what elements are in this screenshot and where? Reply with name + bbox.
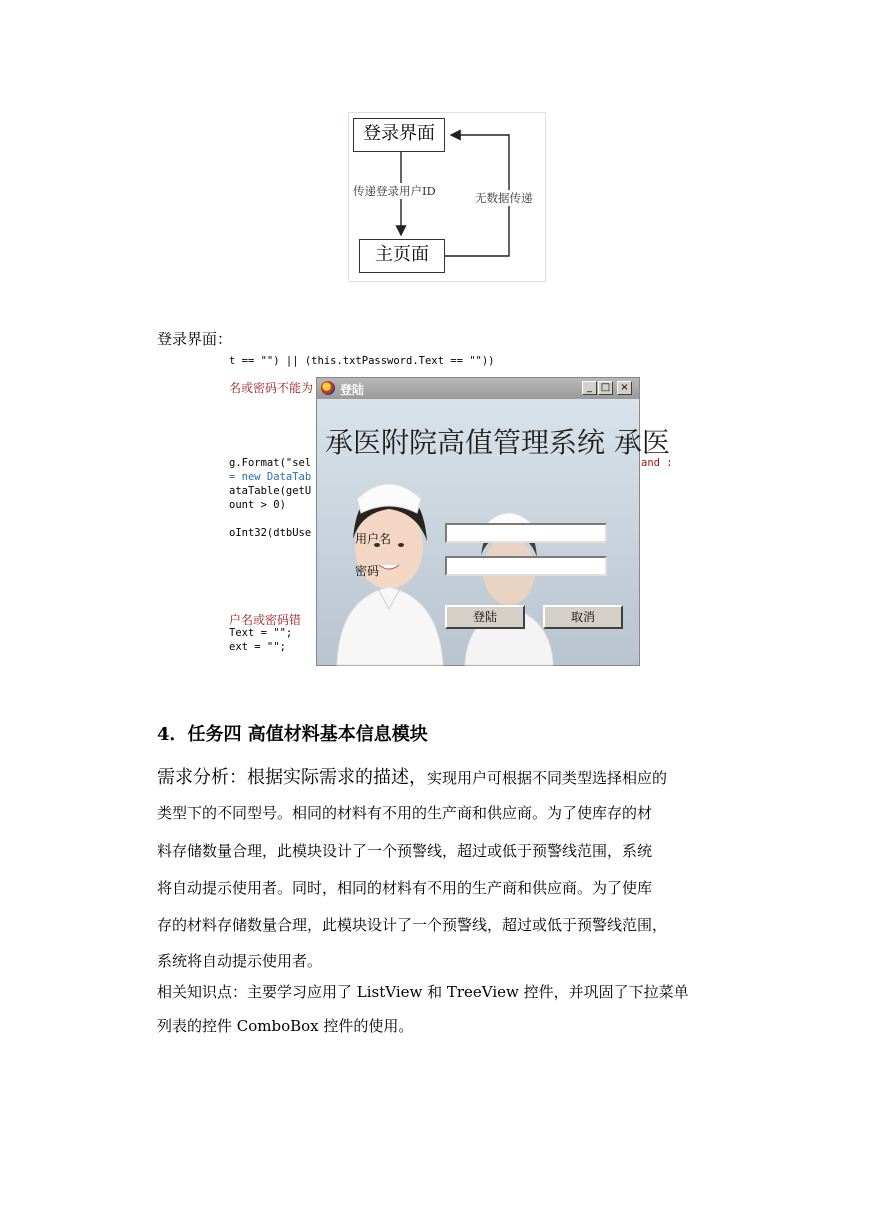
code-line: and : (641, 457, 673, 469)
code-line: 户名或密码错 (229, 613, 302, 627)
requirement-line: 类型下的不同型号。相同的材料有不用的生产商和供应商。为了使库存的材 (157, 804, 653, 822)
main-page-box: 主页面 (359, 239, 445, 273)
close-button[interactable]: × (617, 381, 632, 395)
requirement-line: 存的材料存储数量合理，此模块设计了一个预警线，超过或低于预警线范围， (157, 916, 668, 934)
password-label: 密码 (355, 564, 380, 578)
code-line: Text = ""; (229, 627, 293, 639)
app-icon (321, 381, 335, 395)
dialog-titlebar[interactable] (317, 378, 639, 399)
code-line: ext = ""; (229, 641, 286, 653)
return-arrow-label: 无数据传递 (475, 191, 533, 205)
requirement-line-rest: 实现用户可根据不同类型选择相应的 (427, 769, 668, 787)
minimize-button[interactable]: _ (582, 381, 597, 395)
knowledge-line: 相关知识点：主要学习应用了 ListView 和 TreeView 控件，并巩固了下拉菜单 (157, 983, 689, 1001)
maximize-button[interactable]: □ (598, 381, 613, 395)
requirement-line: 系统将自动提示使用者。 (157, 952, 323, 970)
code-line: oInt32(dtbUse (229, 527, 312, 539)
code-line: ount > 0) (229, 499, 286, 511)
requirement-lead: 需求分析：根据实际需求的描述， (157, 767, 427, 788)
code-line: t == "") || (this.txtPassword.Text == "")) (229, 355, 495, 367)
flow-diagram (348, 112, 546, 282)
requirement-line: 料存储数量合理，此模块设计了一个预警线，超过或低于预警线范围，系统 (157, 842, 653, 860)
login-box: 登录界面 (353, 118, 445, 152)
username-label: 用户名 (355, 532, 392, 546)
section-heading: 4．任务四 高值材料基本信息模块 (157, 724, 428, 745)
code-line: ataTable(getU (229, 485, 312, 497)
login-screenshot (229, 353, 673, 665)
code-line: g.Format("sel (229, 457, 312, 469)
down-arrow-label: 传递登录用户ID (353, 184, 436, 198)
requirement-line: 将自动提示使用者。同时，相同的材料有不用的生产商和供应商。为了使库 (157, 879, 653, 897)
login-button[interactable]: 登陆 (445, 605, 525, 629)
login-caption: 登录界面： (157, 330, 233, 348)
username-input[interactable] (445, 523, 607, 543)
code-line: = new DataTab (229, 471, 312, 483)
cancel-button[interactable]: 取消 (543, 605, 623, 629)
knowledge-line: 列表的控件 ComboBox 控件的使用。 (157, 1017, 414, 1035)
password-input[interactable] (445, 556, 607, 576)
system-banner: 承医附院高值管理系统 承医 (325, 426, 670, 459)
code-line: 名或密码不能为 (229, 381, 314, 395)
requirement-line (157, 763, 747, 789)
dialog-title: 登陆 (340, 383, 365, 397)
